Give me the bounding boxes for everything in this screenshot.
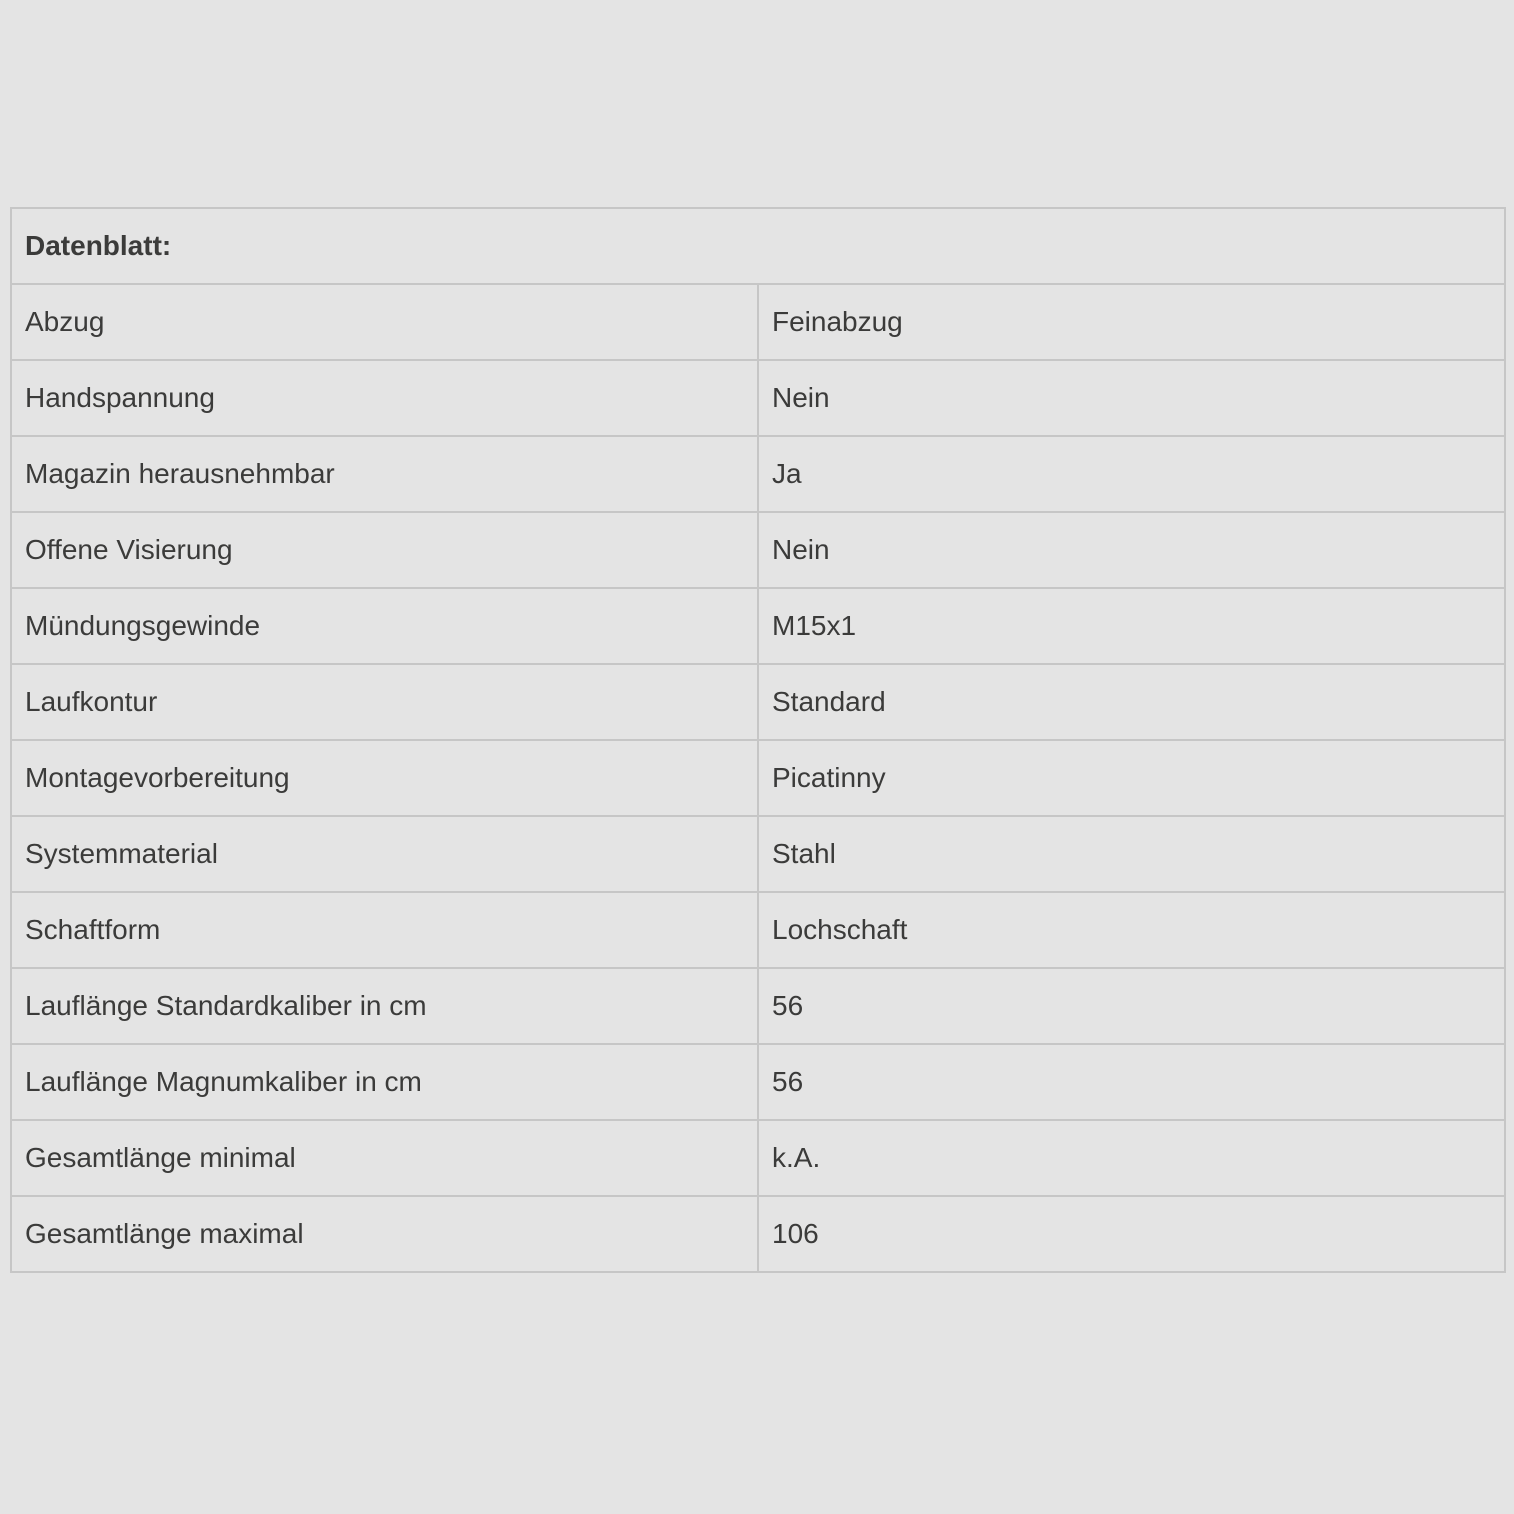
- datasheet-title: Datenblatt:: [11, 208, 1505, 284]
- spec-label: Lauflänge Magnumkaliber in cm: [11, 1044, 758, 1120]
- spec-value: k.A.: [758, 1120, 1505, 1196]
- spec-label: Abzug: [11, 284, 758, 360]
- spec-label: Laufkontur: [11, 664, 758, 740]
- spec-row: [11, 664, 1505, 740]
- spec-value: M15x1: [758, 588, 1505, 664]
- spec-label: Systemmaterial: [11, 816, 758, 892]
- datasheet-header-row: [11, 208, 1505, 284]
- spec-label: Schaftform: [11, 892, 758, 968]
- spec-label: Montagevorbereitung: [11, 740, 758, 816]
- spec-label: Gesamtlänge minimal: [11, 1120, 758, 1196]
- spec-row: [11, 360, 1505, 436]
- spec-value: Picatinny: [758, 740, 1505, 816]
- spec-row: [11, 740, 1505, 816]
- spec-row: [11, 1196, 1505, 1272]
- spec-value: Lochschaft: [758, 892, 1505, 968]
- spec-label: Handspannung: [11, 360, 758, 436]
- spec-row: [11, 436, 1505, 512]
- spec-label: Lauflänge Standardkaliber in cm: [11, 968, 758, 1044]
- datasheet-table: [10, 207, 1506, 1273]
- spec-label: Gesamtlänge maximal: [11, 1196, 758, 1272]
- spec-row: [11, 588, 1505, 664]
- spec-row: [11, 512, 1505, 588]
- spec-value: Nein: [758, 360, 1505, 436]
- spec-value: Nein: [758, 512, 1505, 588]
- spec-value: 56: [758, 1044, 1505, 1120]
- spec-label: Offene Visierung: [11, 512, 758, 588]
- spec-value: Stahl: [758, 816, 1505, 892]
- spec-value: Standard: [758, 664, 1505, 740]
- spec-row: [11, 1044, 1505, 1120]
- spec-label: Mündungsgewinde: [11, 588, 758, 664]
- spec-value: 106: [758, 1196, 1505, 1272]
- spec-value: Ja: [758, 436, 1505, 512]
- spec-label: Magazin herausnehmbar: [11, 436, 758, 512]
- spec-row: [11, 892, 1505, 968]
- spec-value: Feinabzug: [758, 284, 1505, 360]
- spec-row: [11, 968, 1505, 1044]
- spec-value: 56: [758, 968, 1505, 1044]
- spec-row: [11, 284, 1505, 360]
- spec-row: [11, 1120, 1505, 1196]
- spec-row: [11, 816, 1505, 892]
